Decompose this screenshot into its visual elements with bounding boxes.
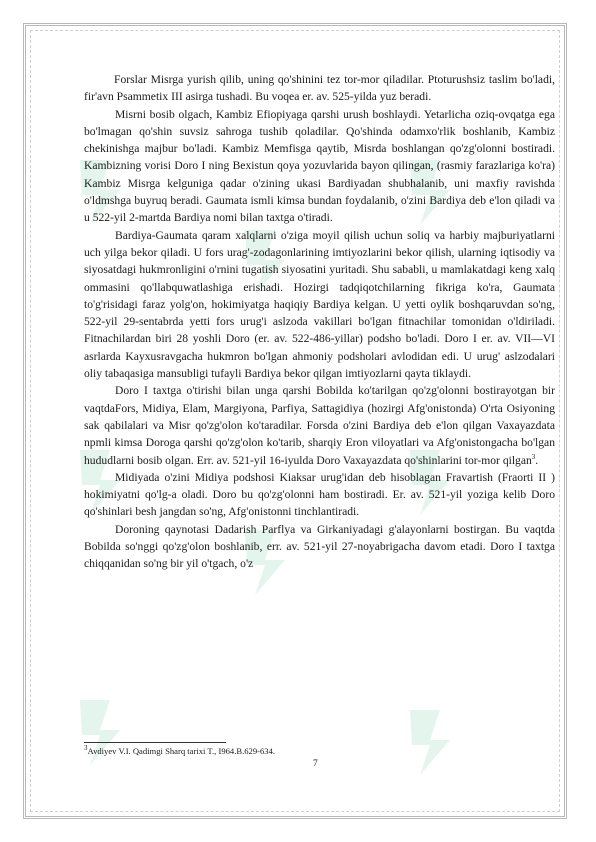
paragraph-with-footnote [84, 382, 555, 468]
footnote-divider [84, 742, 226, 743]
page-number: 7 [313, 759, 318, 769]
footnote-text: Avdiyev V.I. Qadimgi Sharq tarixi T., I964.B.629-634. [87, 746, 276, 756]
paragraph-text-end: . [535, 453, 539, 467]
paragraph-text: Doro I taxtga o'tirishi bilan unga qarshi Bobilda ko'tarilgan qo'zg'olonni bostirayotgan bir vaqtdaFors, Midiya, Elam, Margiyona, Parfiya, Sattagidiya (hozirgi Afg'onistonda) O'rta Osiyoning sak qabilalari va Misr qo'zg'olon ko'taradilar. Forsda o'zini Bardiya deb e'lon qilgan Vaxayazdata npmli kimsa Doroga qarshi qo'zg'olon ko'tarib, sharqiy Eron viloyatlari va Afg'onistongacha bo'lgan hududlarni bosib olgan. Err. av. 521-yil 16-iyulda Doro Vaxayazdata qo'shinlarini tor-mor qilgan [84, 384, 555, 467]
watermark-logo-icon [70, 690, 150, 770]
body-text [84, 71, 555, 573]
paragraph: Forslar Misrga yurish qilib, uning qo'shinini tez tor-mor qiladilar. Ptoturushsiz taslim bo'ladi, fir'avn Psammetix III asirga tushadi. Bu voqea er. av. 525-yilda yuz beradi. [84, 73, 555, 104]
paragraph: Bardiya-Gaumata qaram xalqlarni o'ziga moyil qilish uchun soliq va harbiy majburiyatlarni uch yilga bekor qiladi. U fors urag'-zodagonlarining imtiyozlarini bekor qilish, ularning iqtisodiy va siyosatdagi hukmronligini o'rnini tugatish siyosatini yuritadi. Shu sababli, u mamlakatdagi keng xalq ommasini qo'llabquwatlashiga erishadi. Hozirgi tadqiqotchilarning fikriga ko'ra, Gaumata to'g'risidagi faraz yolg'on, hokimiyatga haqiqiy Bardiya kelgan. U yetti oylik boshqaruvdan so'ng, 522-yil 29-sentabrda yetti fors urug'i aslzoda vakillari bo'lgan fitnachilar tomonidan o'ldiriladi. Fitnachilardan biri 28 yoshli Doro (er. av. 522-486-yillar) podsho bo'ladi. Doro I er. av. VII—VI asrlarda Kayxusravgacha hukmron bo'lgan ahmoniy podsholari avlodidan edi. U urug' aslzodalari oliy tabaqasiga mansubligi tufayli Bardiya bekor qilgan imtiyozlarni qayta tiklaydi. [84, 228, 555, 381]
paragraph: Midiyada o'zini Midiya podshosi Kiaksar urug'idan deb hisoblagan Fravartish (Fraorti II ) hokimiyatni qo'lg-a oladi. Doro bu qo'zg'olonni ham bostiradi. Er. av. 521-yil yoziga kelib Doro qo'shinlari besh jangdan so'ng, Afg'onistonni tinchlantiradi. [84, 470, 555, 519]
footnote-reference[interactable]: 3 [531, 452, 536, 461]
paragraph: Doroning qaynotasi Dadarish Parflya va Girkaniyadagi g'alayonlarni bostirgan. Bu vaqtda Bobilda so'nggi qo'zg'olon boshlanib, err. av. 521-yil 27-noyabrigacha davom etadi. Doro I taxtga chiqqanidan so'ng bir yil o'tgach, o'z [84, 522, 555, 571]
paragraph: Misrni bosib olgach, Kambiz Efiopiyaga qarshi urush boshlaydi. Yetarlicha oziq-ovqatga ega bo'lmagan qo'shin suvsiz sahroga tushib qoladilar. Qo'shinda odamxo'rlik boshlanib, Kambiz chekinishga majbur bo'ladi. Kambiz Memfisga qaytib, Misrda boshlangan qo'zg'olonni bostiradi. Kambizning vorisi Doro I ning Bexistun qoya yozuvlarida bayon qilingan, (rasmiy farazlariga ko'ra) Kambiz Misrga kelguniga qadar o'zining ukasi Bardiyadan shubhalanib, uni maxfiy ravishda o'ldmshga buyruq beradi. Gaumata ismli kimsa bundan foydalanib, o'zini Bardiya deb e'lon qiladi va u 522-yil 2-martda Bardiya nomi bilan taxtga o'tiradi. [84, 107, 555, 225]
footnote-mark: 3 [84, 744, 88, 753]
footnote [84, 746, 484, 757]
watermark-logo-icon [400, 700, 480, 780]
